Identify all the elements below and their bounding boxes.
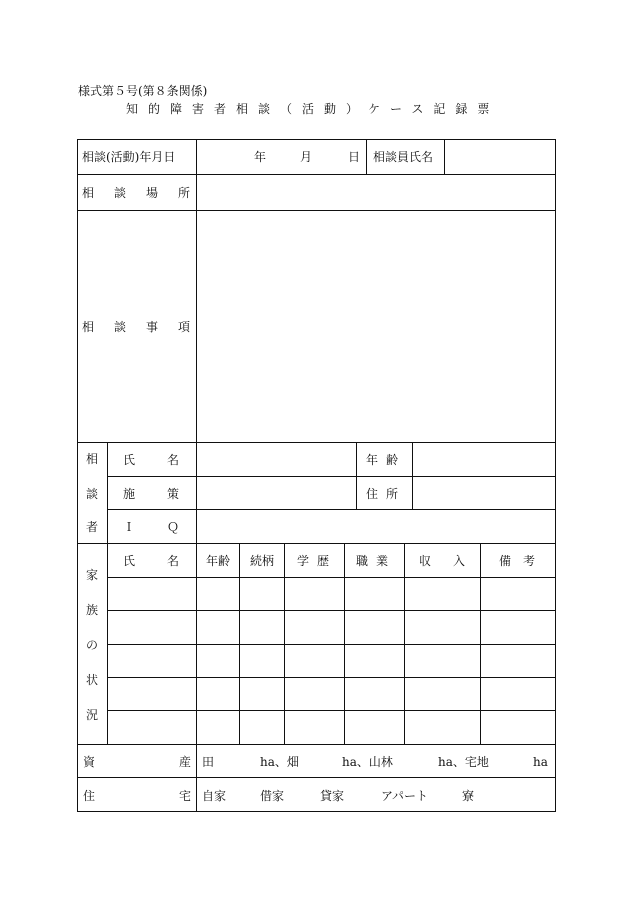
consultant-address-label: 住所 — [366, 487, 407, 501]
family-header-education: 学歴 — [297, 554, 338, 568]
assets-label-right: 産 — [179, 755, 192, 769]
family-header-remarks: 備考 — [499, 554, 548, 568]
consultation-date-label: 相談(活動)年月日 — [82, 150, 176, 164]
consultant-iq-label: ＩＱ — [123, 520, 212, 534]
family-header-name: 氏名 — [123, 554, 212, 568]
assets-label-left: 資 — [83, 755, 96, 769]
counselor-name-field[interactable] — [445, 140, 555, 174]
family-table-body[interactable] — [108, 578, 555, 744]
consultant-age-label: 年齢 — [366, 453, 407, 467]
consultant-age-field[interactable] — [413, 443, 555, 476]
day-label: 日 — [348, 150, 361, 164]
counselor-name-label: 相談員氏名 — [373, 150, 434, 164]
consultant-name-field[interactable] — [197, 443, 356, 476]
housing-rented: 借家 — [260, 789, 285, 803]
assets-residential: ha、宅地 — [438, 755, 489, 769]
consultant-address-field[interactable] — [413, 477, 555, 509]
family-char-3: の — [86, 638, 99, 652]
consultation-matter-label: 相談事項 — [82, 320, 211, 334]
assets-end: ha — [533, 755, 548, 769]
assets-paddy: 田 — [202, 755, 215, 769]
consultant-facility-label: 施策 — [123, 487, 212, 501]
consultant-facility-field[interactable] — [197, 477, 356, 509]
family-header-relation: 続柄 — [250, 554, 275, 568]
consultant-iq-field[interactable] — [197, 510, 555, 543]
housing-own: 自家 — [202, 789, 227, 803]
housing-label-left: 住 — [83, 789, 96, 803]
housing-apartment: アパート — [381, 789, 429, 803]
family-header-age: 年齢 — [206, 554, 231, 568]
consultation-place-label: 相談場所 — [82, 186, 211, 200]
family-char-2: 族 — [86, 603, 99, 617]
consultation-place-field[interactable] — [197, 175, 555, 210]
form-number: 様式第５号(第８条関係) — [78, 84, 208, 98]
consultant-char-2: 談 — [86, 487, 99, 501]
consultant-name-label: 氏名 — [123, 453, 212, 467]
housing-dormitory: 寮 — [462, 789, 475, 803]
form-title: 知的障害者相談（活動）ケース記録票 — [126, 102, 500, 116]
consultant-char-1: 相 — [86, 452, 99, 466]
consultation-date-field[interactable] — [197, 140, 366, 174]
consultation-matter-field[interactable] — [197, 211, 555, 442]
family-header-income: 収入 — [419, 554, 488, 568]
housing-lease: 貸家 — [320, 789, 345, 803]
housing-label-right: 宅 — [179, 789, 192, 803]
family-header-occupation: 職業 — [356, 554, 397, 568]
assets-forest: ha、山林 — [342, 755, 393, 769]
family-char-5: 況 — [86, 708, 99, 722]
year-label: 年 — [254, 150, 267, 164]
assets-field: ha、畑 — [260, 755, 299, 769]
family-char-1: 家 — [86, 568, 99, 582]
family-char-4: 状 — [86, 673, 99, 687]
month-label: 月 — [300, 150, 313, 164]
consultant-char-3: 者 — [86, 520, 99, 534]
